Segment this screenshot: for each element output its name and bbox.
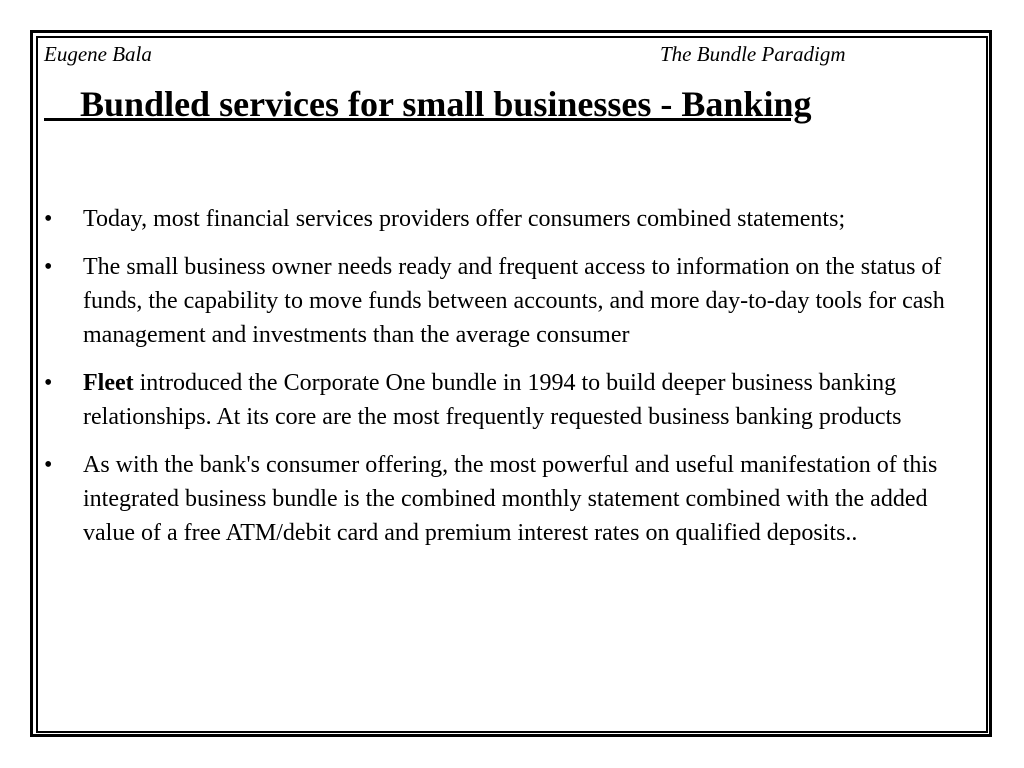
bullet-bold-word: Fleet	[83, 370, 134, 396]
bullet-text: introduced the Corporate One bundle in 1994 to build deeper business banking relationships. At its core are the most frequently requested business banking products	[83, 370, 902, 430]
header-paper-title: The Bundle Paradigm	[660, 42, 846, 66]
bullet-item	[44, 202, 964, 236]
bullet-text: The small business owner needs ready and frequent access to information on the status of funds, the capability to move funds between accounts, and more day-to-day tools for cash management and investments than the average consumer	[83, 254, 945, 348]
bullet-text: Today, most financial services providers offer consumers combined statements;	[83, 206, 846, 232]
bullet-text: As with the bank's consumer offering, the most powerful and useful manifestation of this integrated business bundle is the combined monthly statement combined with the added value of a free ATM/debit card and premium interest rates on qualified deposits..	[83, 452, 938, 546]
header-author: Eugene Bala	[44, 42, 152, 66]
bullet-item	[44, 250, 964, 352]
bullet-marker: •	[44, 452, 53, 478]
bullet-marker: •	[44, 206, 53, 232]
bullet-marker: •	[44, 254, 53, 280]
bullet-list	[44, 202, 964, 564]
slide-title: Bundled services for small businesses - Banking	[44, 84, 812, 124]
bullet-item	[44, 366, 964, 434]
bullet-item	[44, 448, 964, 550]
bullet-marker: •	[44, 370, 53, 396]
